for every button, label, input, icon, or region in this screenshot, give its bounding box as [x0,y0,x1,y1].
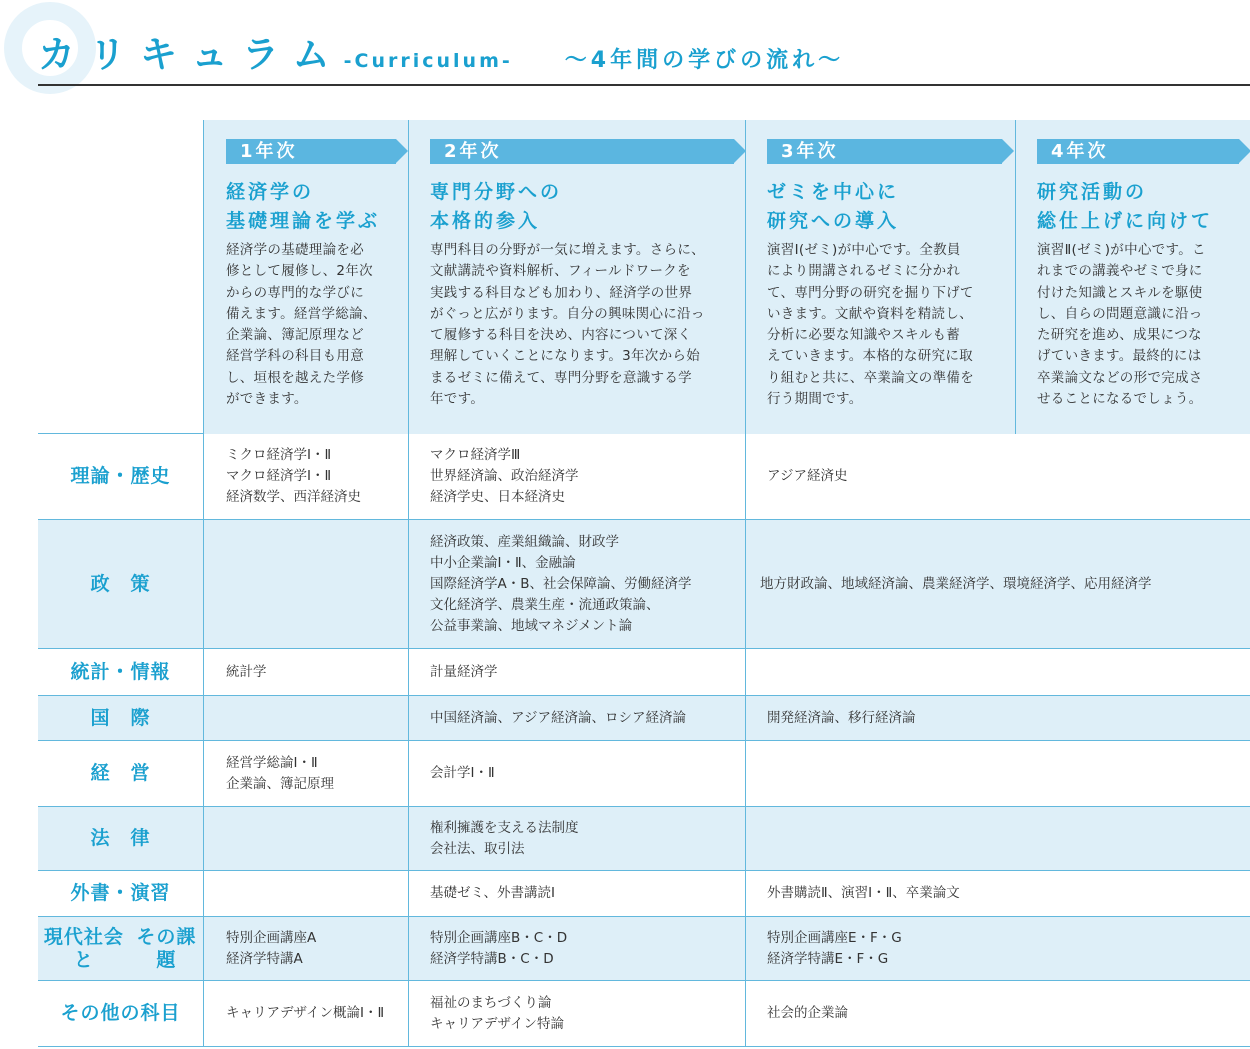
text-line: キャリアデザイン特論 [430,1015,565,1032]
year-heading: 経済学の 基礎理論を学ぶ [226,181,381,232]
text-line: 実践する科目なども加わり、経済学の世界 [430,284,693,301]
text-line: 特別企画講座A [226,929,317,946]
text-line: アジア経済史 [767,468,848,484]
text-line: マクロ経済学Ⅲ [430,447,521,463]
text-line: 付けた知識とスキルを駆使 [1037,284,1203,301]
text-line: て、専門分野の研究を掘り下げて [767,284,974,301]
category-label [38,981,203,1046]
year1-subjects [203,871,408,916]
text-line: 特別企画講座E・F・G [767,929,902,946]
year34-subjects [745,981,1250,1046]
year-description [1037,240,1250,410]
text-line: 行う期間です。 [767,391,863,408]
text-line: キャリアデザイン概論Ⅰ・Ⅱ [226,1005,385,1021]
text-line: げていきます。最終的には [1037,348,1202,365]
subject-row-foreign-reading-seminar [38,871,1250,917]
text-line: 現代社会と [43,925,124,971]
text-line: 分析に必要な知識やスキルも蓄 [767,327,961,344]
text-line: その課題 [136,925,197,971]
year1-subjects [203,649,408,695]
text-line: 修として履修し、2年次 [226,263,373,280]
text-line: いきます。文献や資料を精読し、 [767,305,973,322]
subject-row-statistics-info [38,649,1250,696]
text-line: 経済学の基礎理論を必 [226,242,364,258]
subject-row-theory-history [38,434,1250,520]
text-line: 社会的企業論 [767,1005,848,1021]
text-line: 中小企業論Ⅰ・Ⅱ、金融論 [430,554,576,571]
text-line: ができます。 [226,391,308,408]
text-line: 年です。 [430,391,485,408]
text-line: がぐっと広がります。自分の興味関心に沿っ [430,305,705,322]
page-header [38,24,844,80]
year-column-2 [408,120,745,434]
category-label [38,649,203,695]
category-label [38,807,203,870]
text-line: 文化経済学、農業生産・流通政策論、 [430,596,660,613]
text-line: 開発経済論、移行経済論 [767,709,916,726]
text-line: 卒業論文などの形で完成さ [1037,369,1203,386]
text-line: 備えます。経営学総論、 [226,305,377,322]
text-line: 会社法、取引法 [430,840,525,857]
text-line: 地方財政論、地域経済論、農業経済学、環境経済学、応用経済学 [760,575,1152,592]
text-line: 経済数学、西洋経済史 [226,489,361,505]
page-subtitle: 〜4年間の学びの流れ〜 [564,48,845,73]
category-label [38,434,203,519]
year34-subjects [745,649,1250,695]
category-label [38,696,203,740]
year-column-4 [1015,120,1250,434]
text-line: 政 策 [90,572,151,595]
text-line: 福祉のまちづくり論 [430,994,552,1011]
year-description [430,240,745,410]
year-heading: ゼミを中心に 研究への導入 [767,181,900,232]
text-line: 統計学 [226,663,267,680]
text-line: 経済学特講E・F・G [767,950,889,967]
year2-subjects [408,696,745,740]
text-line: 中国経済論、アジア経済論、ロシア経済論 [430,709,686,726]
year34-subjects [745,917,1250,980]
year2-subjects [408,741,745,806]
text-line: た研究を進め、成果につな [1037,327,1202,344]
text-line: 国際経済学A・B、社会保障論、労働経済学 [430,575,692,592]
year1-subjects [203,520,408,648]
year-heading: 研究活動の 総仕上げに向けて [1037,181,1214,232]
text-line: せることになるでしょう。 [1037,391,1203,408]
year2-subjects [408,649,745,695]
text-line: 外書・演習 [70,882,171,904]
subject-row-international [38,696,1250,741]
year2-subjects [408,434,745,519]
category-label [38,520,203,648]
text-line: ミクロ経済学Ⅰ・Ⅱ [226,447,332,463]
text-line: 文献講読や資料解析、フィールドワークを [430,263,691,280]
year34-subjects [745,871,1250,916]
year2-subjects [408,981,745,1046]
text-line: 経済政策、産業組織論、財政学 [430,533,619,550]
year2-subjects [408,520,745,648]
subject-row-modern-society [38,917,1250,981]
subject-row-policy [38,520,1250,649]
text-line: 経 営 [90,762,151,784]
header-divider [38,84,1250,86]
text-line: 統計・情報 [70,660,171,683]
year1-subjects [203,807,408,870]
text-line: し、自らの問題意識に沿っ [1037,305,1203,322]
year1-subjects [203,434,408,519]
text-line: えていきます。本格的な研究に取 [767,348,973,365]
text-line: 権利擁護を支える法制度 [430,819,579,836]
text-line: マクロ経済学Ⅰ・Ⅱ [226,468,332,484]
year34-subjects [745,741,1250,806]
text-line: 理解していくことになります。3年次から始 [430,348,701,365]
year2-subjects [408,807,745,870]
text-line: り組むと共に、卒業論文の準備を [767,369,974,386]
text-line: 特別企画講座B・C・D [430,929,568,946]
year-tag: 4年次 [1037,139,1239,164]
year1-subjects [203,917,408,980]
text-line: 国 際 [90,706,151,729]
text-line: 法 律 [90,827,151,849]
text-line: 計量経済学 [430,663,498,680]
year34-subjects [745,807,1250,870]
text-line: 経済学史、日本経済史 [430,489,565,505]
subject-row-law [38,807,1250,871]
page-title: カリキュラム [38,33,344,76]
year-column-1 [203,120,408,434]
text-line: 経営学科の科目も用意 [226,348,364,365]
year2-subjects [408,917,745,980]
text-line: まるゼミに備えて、専門分野を意識する学 [430,369,692,386]
year34-subjects [745,434,1250,519]
text-line: 理論・歴史 [70,465,171,487]
year-tag: 1年次 [226,139,396,164]
subject-row-other [38,981,1250,1047]
year-heading: 専門分野への 本格的参入 [430,181,563,232]
text-line: し、垣根を越えた学修 [226,369,364,386]
curriculum-table [38,120,1250,1047]
year1-subjects [203,696,408,740]
subject-row-management [38,741,1250,807]
year-tag: 2年次 [430,139,734,164]
text-line: 演習Ⅰ(ゼミ)が中心です。全教員 [767,242,961,258]
category-label [38,917,203,980]
year-tag: 3年次 [767,139,1002,164]
text-line: 企業論、簿記原理 [226,775,334,792]
year-description [226,240,408,410]
text-line: 会計学Ⅰ・Ⅱ [430,765,495,781]
year2-subjects [408,871,745,916]
category-label [38,871,203,916]
text-line: れまでの講義やゼミで身に [1037,263,1203,280]
year-description [767,240,1015,410]
text-line: 専門科目の分野が一気に増えます。さらに、 [430,242,705,258]
text-line: からの専門的な学びに [226,284,364,301]
text-line: 経済学特講B・C・D [430,950,554,967]
text-line: 経済学特講A [226,950,303,967]
category-label [38,741,203,806]
text-line: て履修する科目を決め、内容について深く [430,327,692,344]
text-line: 経営学総論Ⅰ・Ⅱ [226,754,318,771]
text-line: 世界経済論、政治経済学 [430,468,579,484]
year1-subjects [203,981,408,1046]
text-line: 公益事業論、地域マネジメント論 [430,617,633,634]
text-line: 基礎ゼミ、外書講読Ⅰ [430,885,555,901]
year34-subjects [745,520,1250,648]
text-line: 演習Ⅱ(ゼミ)が中心です。こ [1037,242,1206,258]
year-header-row [38,120,1250,434]
year-column-3 [745,120,1015,434]
year34-subjects [745,696,1250,740]
text-line: その他の科目 [60,1002,181,1024]
text-line: 外書購読Ⅱ、演習Ⅰ・Ⅱ、卒業論文 [767,885,960,901]
text-line: 企業論、簿記原理など [226,327,364,344]
text-line: により開講されるゼミに分かれ [767,263,961,280]
page-title-english: -Curriculum- [343,50,513,72]
year1-subjects [203,741,408,806]
